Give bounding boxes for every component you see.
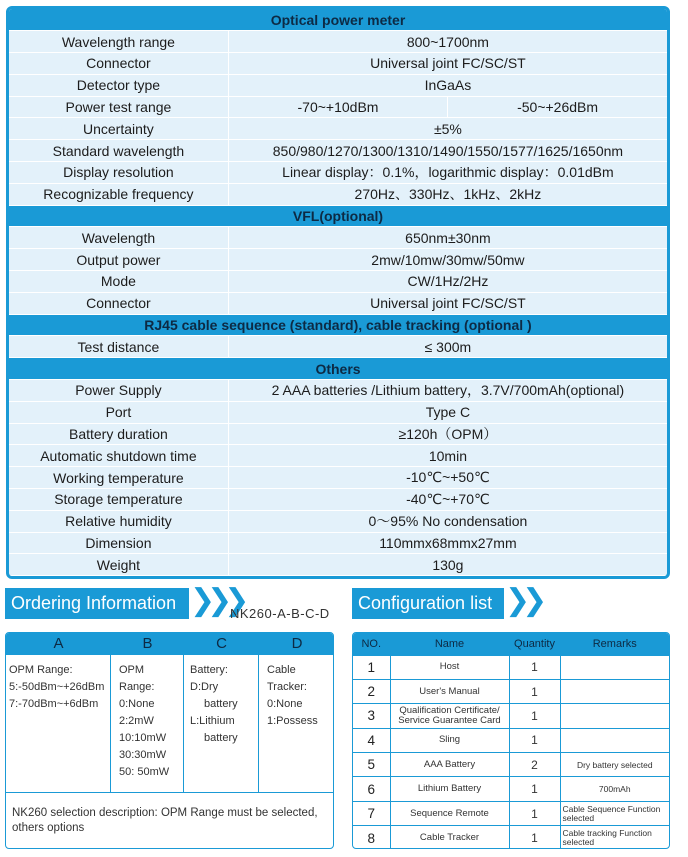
- row-name: AAA Battery: [390, 753, 509, 777]
- row-no: 2: [353, 679, 390, 703]
- row-no: 3: [353, 704, 390, 728]
- row-remarks: 700mAh: [560, 777, 669, 801]
- spec-row: [9, 554, 667, 576]
- table-row: [353, 753, 669, 777]
- table-row: [353, 728, 669, 752]
- table-row: [353, 801, 669, 825]
- spec-label: Mode: [9, 271, 228, 293]
- spec-row: [9, 380, 667, 402]
- config-banner: [352, 588, 504, 619]
- row-no: 1: [353, 655, 390, 679]
- row-qty: 1: [509, 704, 560, 728]
- spec-row: [9, 140, 667, 162]
- spec-label: Power Supply: [9, 380, 228, 402]
- column-c: [184, 655, 259, 792]
- spec-value: -50~+26dBm: [448, 96, 667, 118]
- ordering-table: [5, 632, 334, 849]
- spec-label: Display resolution: [9, 162, 228, 184]
- row-name: Sling: [390, 728, 509, 752]
- section-header-opm: [9, 9, 667, 31]
- spec-label: Test distance: [9, 336, 228, 358]
- spec-row: [9, 74, 667, 96]
- table-row: [353, 679, 669, 703]
- option-text: L:Lithium: [190, 715, 235, 727]
- spec-value: -70~+10dBm: [228, 96, 447, 118]
- spec-row: [9, 489, 667, 511]
- row-qty: 1: [509, 801, 560, 825]
- row-remarks: [560, 679, 669, 703]
- spec-value: ≥120h（OPM）: [228, 423, 667, 445]
- spec-label: Standard wavelength: [9, 140, 228, 162]
- row-qty: 1: [509, 655, 560, 679]
- row-remarks: [560, 655, 669, 679]
- spec-label: Connector: [9, 53, 228, 75]
- spec-row: [9, 445, 667, 467]
- column-a: [6, 655, 111, 792]
- column-b: [111, 655, 184, 792]
- spec-label: Wavelength range: [9, 31, 228, 53]
- option-text: OPM: [119, 664, 145, 676]
- spec-row: [9, 423, 667, 445]
- option-text: D:Dry: [190, 681, 219, 693]
- spec-value: 130g: [228, 554, 667, 576]
- spec-row: [9, 96, 667, 118]
- row-name: Host: [390, 655, 509, 679]
- option-text: 10:10mW: [119, 732, 167, 744]
- spec-label: Automatic shutdown time: [9, 445, 228, 467]
- spec-value: Universal joint FC/SC/ST: [228, 292, 667, 314]
- row-qty: 1: [509, 826, 560, 849]
- spec-value: InGaAs: [228, 74, 667, 96]
- row-remarks: Cable Sequence Function selected: [560, 801, 669, 825]
- spec-value: 850/980/1270/1300/1310/1490/1550/1577/1625/1650nm: [228, 140, 667, 162]
- config-header-row: [353, 633, 669, 655]
- spec-value: ≤ 300m: [228, 336, 667, 358]
- config-table: [352, 632, 670, 849]
- spec-row: [9, 183, 667, 205]
- header-name: Name: [390, 633, 509, 655]
- option-text: 2:2mW: [119, 715, 154, 727]
- spec-label: Detector type: [9, 74, 228, 96]
- spec-label: Storage temperature: [9, 489, 228, 511]
- row-no: 6: [353, 777, 390, 801]
- row-remarks: [560, 704, 669, 728]
- spec-row: [9, 401, 667, 423]
- section-header-vfl: [9, 205, 667, 227]
- option-text: battery: [204, 732, 238, 744]
- option-text: Tracker:: [267, 681, 307, 693]
- section-header-rj45: [9, 314, 667, 336]
- row-qty: 1: [509, 777, 560, 801]
- row-no: 5: [353, 753, 390, 777]
- header-a: A: [53, 635, 64, 652]
- spec-value: -10℃~+50℃: [228, 467, 667, 489]
- row-name: Cable Tracker: [390, 826, 509, 849]
- header-c: C: [216, 635, 227, 652]
- spec-row: [9, 31, 667, 53]
- spec-row: [9, 53, 667, 75]
- spec-label: Relative humidity: [9, 510, 228, 532]
- spec-label: Uncertainty: [9, 118, 228, 140]
- ordering-title: Ordering Information: [11, 593, 177, 613]
- option-text: 5:-50dBm~+26dBm: [9, 681, 105, 693]
- option-text: 50: 50mW: [119, 766, 170, 778]
- row-no: 8: [353, 826, 390, 849]
- spec-label: Output power: [9, 249, 228, 271]
- option-text: 7:-70dBm~+6dBm: [9, 698, 99, 710]
- ordering-banner: [5, 588, 189, 619]
- table-row: [353, 655, 669, 679]
- option-text: 1:Possess: [267, 715, 318, 727]
- row-name: Sequence Remote: [390, 801, 509, 825]
- spec-value: 2 AAA batteries /Lithium battery，3.7V/700mAh(optional): [228, 380, 667, 402]
- row-remarks: Cable tracking Function selected: [562, 828, 652, 848]
- row-remarks: [560, 728, 669, 752]
- header-quantity: Quantity: [509, 633, 560, 655]
- section-title: Others: [9, 358, 667, 380]
- section-title: RJ45 cable sequence (standard), cable tracking (optional ): [9, 314, 667, 336]
- row-qty: 2: [509, 753, 560, 777]
- spec-label: Recognizable frequency: [9, 183, 228, 205]
- option-text: battery: [204, 698, 238, 710]
- spec-row: [9, 532, 667, 554]
- spec-row: [9, 510, 667, 532]
- option-text: OPM Range:: [9, 664, 73, 676]
- spec-value: 0～95% No condensation: [228, 510, 667, 532]
- spec-value: ±5%: [228, 118, 667, 140]
- spec-label: Battery duration: [9, 423, 228, 445]
- spec-row: [9, 118, 667, 140]
- spec-value: 110mmx68mmx27mm: [228, 532, 667, 554]
- spec-row: [9, 292, 667, 314]
- option-text: 0:None: [119, 698, 155, 710]
- spec-row: [9, 467, 667, 489]
- spec-label: Wavelength: [9, 227, 228, 249]
- spec-row: [9, 249, 667, 271]
- spec-value: 800~1700nm: [228, 31, 667, 53]
- column-d: [259, 655, 334, 792]
- row-no: 7: [353, 801, 390, 825]
- spec-label: Working temperature: [9, 467, 228, 489]
- spec-label: Power test range: [9, 96, 228, 118]
- header-remarks: Remarks: [560, 633, 669, 655]
- spec-value: -40℃~+70℃: [228, 489, 667, 511]
- spec-label: Dimension: [9, 532, 228, 554]
- header-b: B: [142, 635, 153, 652]
- spec-row: [9, 227, 667, 249]
- spec-value: CW/1Hz/2Hz: [228, 271, 667, 293]
- option-text: Cable: [267, 664, 296, 676]
- spec-label: Connector: [9, 292, 228, 314]
- header-no: NO.: [353, 633, 390, 655]
- section-header-others: [9, 358, 667, 380]
- model-code: NK260-A-B-C-D: [230, 606, 330, 621]
- option-text: Range:: [119, 681, 155, 693]
- section-title: Optical power meter: [9, 9, 667, 31]
- spec-value: 10min: [228, 445, 667, 467]
- row-qty: 1: [509, 679, 560, 703]
- option-text: Battery:: [190, 664, 228, 676]
- spec-label: Port: [9, 401, 228, 423]
- row-name: Qualification Certificate/ Service Guarantee Card: [390, 704, 509, 728]
- header-d: D: [291, 635, 303, 652]
- row-no: 4: [353, 728, 390, 752]
- spec-row: [9, 336, 667, 358]
- spec-value: 2mw/10mw/30mw/50mw: [228, 249, 667, 271]
- row-remarks: Dry battery selected: [560, 753, 669, 777]
- chevrons-icon: ❯❯❯: [190, 584, 242, 617]
- spec-row: [9, 271, 667, 293]
- spec-value: Universal joint FC/SC/ST: [228, 53, 667, 75]
- row-name: User's Manual: [390, 679, 509, 703]
- chevrons-icon: ❯❯: [505, 584, 540, 617]
- spec-value: 270Hz、330Hz、1kHz、2kHz: [228, 183, 667, 205]
- spec-value: 650nm±30nm: [228, 227, 667, 249]
- selection-description: NK260 selection description: OPM Range must be selected, others options: [6, 792, 333, 848]
- row-qty: 1: [509, 728, 560, 752]
- spec-label: Weight: [9, 554, 228, 576]
- table-row: [353, 826, 669, 849]
- spec-table: [6, 6, 670, 579]
- section-title: VFL(optional): [9, 205, 667, 227]
- option-text: 0:None: [267, 698, 303, 710]
- table-row: [353, 704, 669, 728]
- row-name: Lithium Battery: [390, 777, 509, 801]
- table-row: [353, 777, 669, 801]
- option-text: 30:30mW: [119, 749, 167, 761]
- spec-value: Type C: [228, 401, 667, 423]
- spec-value: Linear display：0.1%，logarithmic display：0.01dBm: [228, 162, 667, 184]
- spec-row: [9, 162, 667, 184]
- config-title: Configuration list: [358, 593, 493, 613]
